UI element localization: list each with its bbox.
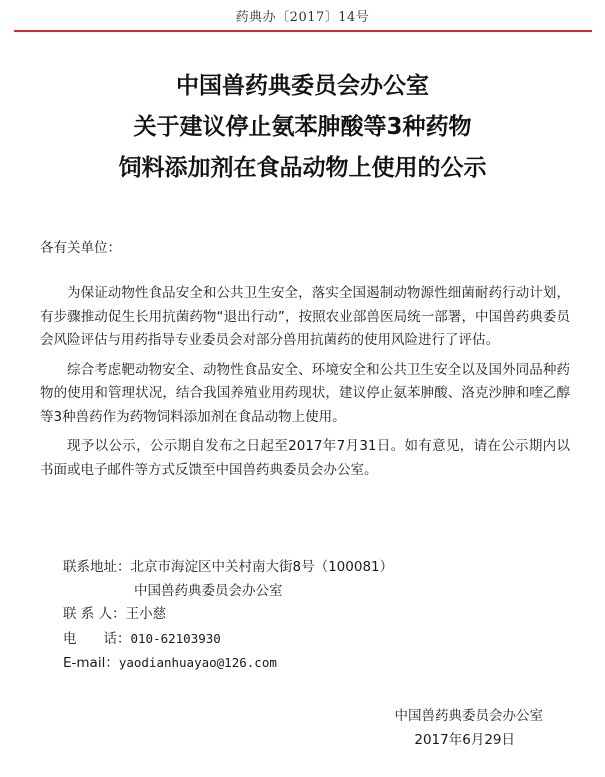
- email-label: E-mail：: [63, 655, 119, 671]
- contact-email-row: [63, 651, 393, 676]
- salutation: 各有关单位：: [40, 240, 121, 256]
- document-title: [0, 66, 605, 189]
- person-value: 王小慈: [125, 606, 167, 622]
- body-paragraph-1: 为保证动物性食品安全和公共卫生安全，落实全国遏制动物源性细菌耐药行动计划，有步骤推动促生长用抗菌药物“退出行动”，按照农业部兽医局统一部署，中国兽药典委员会风险评估与用药指导专业委员会对部分兽用抗菌药的使用风险进行了评估。: [40, 285, 570, 348]
- red-header-rule: [14, 30, 592, 32]
- phone-label: 电 话：: [63, 630, 131, 647]
- document-number: 药典办〔2017〕14号: [235, 10, 370, 25]
- address-value: 北京市海淀区中关村南大街8号（100081）: [130, 559, 394, 575]
- address-label: 联系地址：: [63, 559, 131, 575]
- signoff-block: [395, 704, 544, 752]
- phone-value: 010-62103930: [130, 630, 221, 646]
- signoff-date: 2017年6月29日: [414, 732, 515, 748]
- document-body: [40, 282, 570, 488]
- signoff-org: 中国兽药典委员会办公室: [394, 708, 543, 724]
- contact-phone-row: [63, 627, 393, 652]
- body-paragraph-2: 综合考虑靶动物安全、动物性食品安全、环境安全和公共卫生安全以及国外同品种药物的使用和管理状况，结合我国养殖业用药现状，建议停止氨苯胂酸、洛克沙胂和喹乙醇等3种兽药作为药物饲料添加剂在食品动物上使用。: [40, 361, 570, 425]
- contact-address-row: [63, 556, 393, 580]
- contact-org-row: 中国兽药典委员会办公室: [134, 582, 283, 599]
- title-line-2: 关于建议停止氨苯胂酸等3种药物: [133, 114, 472, 140]
- title-line-3: 饲料添加剂在食品动物上使用的公示: [118, 155, 487, 181]
- body-paragraph-3: 现予以公示，公示期自发布之日起至2017年7月31日。如有意见，请在公示期内以书面或电子邮件等方式反馈至中国兽药典委员会办公室。: [40, 438, 570, 478]
- contact-block: [63, 556, 393, 676]
- person-label: 联 系 人：: [63, 606, 126, 622]
- email-value[interactable]: yaodianhuayao@126.com: [118, 655, 277, 670]
- contact-person-row: [63, 603, 393, 627]
- title-line-1: 中国兽药典委员会办公室: [176, 73, 429, 99]
